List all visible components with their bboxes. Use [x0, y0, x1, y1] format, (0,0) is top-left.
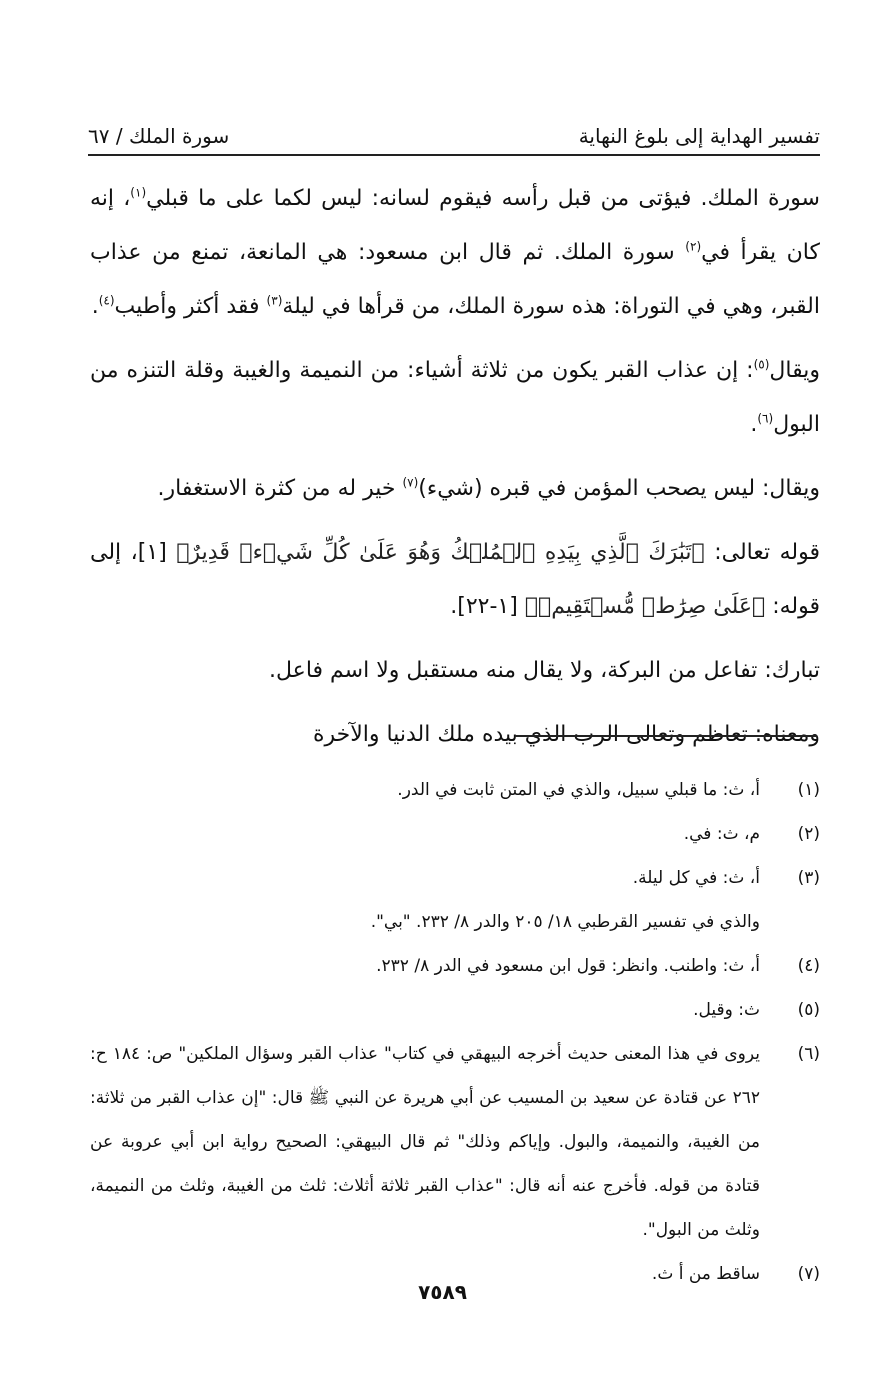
- text-run: قوله تعالى:: [704, 540, 820, 565]
- text-run: [١]، إلى قوله:: [90, 540, 820, 619]
- paragraph-1: [90, 172, 820, 334]
- text-run: : إن عذاب القبر يكون من ثلاثة أشياء: من النميمة والغيبة وقلة التنزه من البول: [90, 358, 820, 437]
- footnote-3: [90, 856, 820, 900]
- text-run: .: [91, 294, 99, 319]
- quran-verse: ﴿تَبَٰرَكَ ٱلَّذِي بِيَدِهِ ٱلۡمُلۡكُ وَهُوَ عَلَىٰ كُلِّ شَيۡءٖ قَدِيرٌ﴾: [176, 540, 705, 565]
- text-run: [١-٢٢].: [450, 594, 525, 619]
- footnote-ref[interactable]: (٤): [98, 293, 115, 308]
- footnote-3-continuation: [90, 900, 820, 944]
- footnote-number: (٥): [797, 1000, 820, 1020]
- text-run: ويقال: [769, 358, 820, 383]
- footnote-text: ث: وقيل.: [693, 1000, 760, 1020]
- footnote-number: (٤): [797, 956, 820, 976]
- footnote-number: (١): [797, 780, 820, 800]
- footnote-text: ساقط من أ ث.: [651, 1264, 760, 1284]
- text-run: فقد أكثر وأطيب: [114, 294, 267, 319]
- text-run: سورة الملك. فيؤتى من قبل رأسه فيقوم لسانه: ليس لكما على ما قبلي: [146, 186, 820, 211]
- text-run: سورة الملك. ثم قال ابن مسعود: هي المانعة، تمنع من عذاب القبر، وهي في التوراة: هذه سورة الملك، من قرأها في ليلة: [90, 240, 820, 319]
- footnote-ref[interactable]: (٣): [266, 293, 283, 308]
- footnote-6: [90, 1032, 820, 1252]
- footnotes: [90, 768, 820, 1296]
- footnote-number: (٣): [797, 868, 820, 888]
- paragraph-5: تبارك: تفاعل من البركة، ولا يقال منه مستقبل ولا اسم فاعل.: [269, 658, 820, 683]
- footnote-ref[interactable]: (٢): [685, 239, 702, 254]
- text-run: ويقال: ليس يصحب المؤمن في قبره (شيء): [418, 476, 820, 501]
- footnote-ref[interactable]: (٥): [753, 357, 770, 372]
- footnote-text: أ، ث: واطنب. وانظر: قول ابن مسعود في الدر ٨/ ٢٣٢.: [376, 956, 760, 976]
- footnote-1: [90, 768, 820, 812]
- footnote-text: م، ث: في.: [683, 824, 760, 844]
- footnote-ref[interactable]: (٧): [402, 475, 419, 490]
- footnote-2: [90, 812, 820, 856]
- footnote-5: [90, 988, 820, 1032]
- paragraph-6: ومعناه: تعاظم وتعالى الرب الذي بيده ملك الدنيا والآخرة: [312, 722, 820, 747]
- footnote-number: (٧): [797, 1264, 820, 1284]
- footnote-ref[interactable]: (١): [130, 185, 147, 200]
- paragraph-4: [90, 526, 820, 634]
- text-run: خير له من كثرة الاستغفار.: [157, 476, 403, 501]
- footnote-text: يروى في هذا المعنى حديث أخرجه البيهقي في كتاب" عذاب القبر وسؤال الملكين" ص: ١٨٤ ح: ٢٦٢ عن قتادة عن سعيد بن المسيب عن أبي هريرة عن النبي ﷺ قال: "إن عذاب القبر من ثلاثة: من الغيبة، والنميمة، والبول. وإياكم وذلك" ثم قال البيهقي: الصحيح رواية ابن أبي عروبة عن قتادة من قوله. فأخرج عنه أنه قال: "عذاب القبر ثلاثة أثلاث: ثلث من الغيبة، وثلث من النميمة، وثلث من البول".: [90, 1044, 760, 1240]
- footnote-separator: [515, 735, 817, 737]
- text-run: .: [750, 412, 758, 437]
- page-number: ٧٥٨٩: [418, 1280, 467, 1304]
- header-surah-title: سورة الملك / ٦٧: [88, 124, 230, 148]
- paragraph-2: [90, 344, 820, 452]
- footnote-4: [90, 944, 820, 988]
- footnote-number: (٢): [797, 824, 820, 844]
- main-text: [90, 172, 820, 772]
- paragraph-3: [90, 462, 820, 516]
- footnote-text: أ، ث: في كل ليلة.: [632, 868, 760, 888]
- quran-verse: ﴿عَلَىٰ صِرَٰطٖ مُّسۡتَقِيمٖ﴾: [524, 594, 766, 619]
- header-book-title: تفسير الهداية إلى بلوغ النهاية: [578, 124, 820, 148]
- running-header: [88, 112, 820, 156]
- footnote-number: [760, 900, 820, 944]
- footnote-text: والذي في تفسير القرطبي ١٨/ ٢٠٥ والدر ٨/ ٢٣٢. "بي".: [370, 912, 760, 932]
- footnote-number: (٦): [797, 1044, 820, 1064]
- text-run: ، إنه كان يقرأ في: [90, 186, 820, 265]
- footnote-text: أ، ث: ما قبلي سبيل، والذي في المتن ثابت في الدر.: [397, 780, 760, 800]
- footnote-ref[interactable]: (٦): [757, 411, 774, 426]
